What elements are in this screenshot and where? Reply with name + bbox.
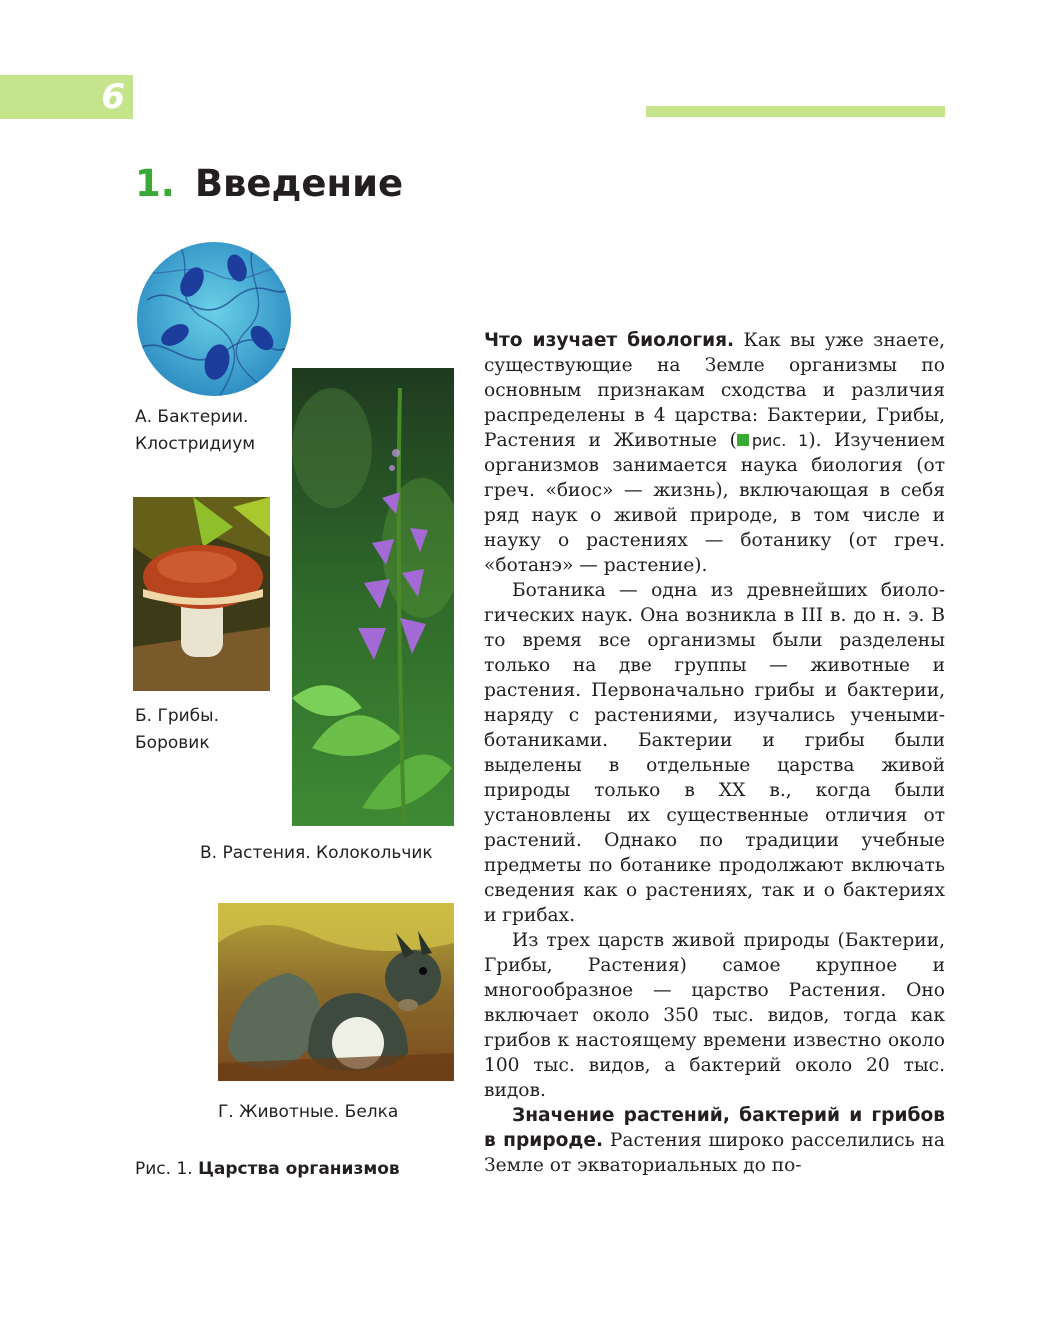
figure-caption xyxy=(135,1156,400,1183)
chapter-title: Введение xyxy=(194,162,404,205)
paragraph-1-heading: Что изучает биология. xyxy=(484,330,735,351)
caption-squirrel: Г. Животные. Белка xyxy=(218,1102,399,1122)
chapter-heading xyxy=(135,160,403,208)
caption-mushroom: Б. Грибы. Боровик xyxy=(135,706,219,753)
page-number-tab xyxy=(0,75,133,119)
figure-ref: рис. 1 xyxy=(751,431,809,450)
paragraph-4: Значение растений, бактерий и грибов в природе. Растения широко расселились на Земле от экваториальных до по- xyxy=(484,1105,945,1176)
figure-caption-title: Царства организмов xyxy=(198,1159,400,1179)
paragraph-1: Что изучает биология. Как вы уже знаете, существующие на Земле организмы по основным признакам сходства и различия распределены в 4 царства: Бактерии, Грибы, Растения и Животные ( рис. 1). Изучением организмов занимается наука биология (от греч. «биос» — жизнь), включающая в себя ряд наук о живой природе, в том числе и науку о растениях — ботанику (от греч. «ботанэ» — растение). xyxy=(484,330,945,576)
paragraph-2: Ботаника — одна из древнейших биологических наук. Она возникла в III в. до н. э. В то время все организмы были разделены только на две группы — животные и растения. Первоначально грибы и бактерии, наряду с растениями, изучались учеными-ботаниками. Бактерии и грибы были выделены в отдельные царства живой природы только в XX в., когда были установлены их существенные отличия от растений. Однако по традиции учебные предметы по ботанике продолжают включать сведения как о растениях, так и о бактериях и грибах. xyxy=(484,580,945,926)
paragraph-4-heading: Значение растений, бактерий и грибов в природе. xyxy=(484,1105,945,1151)
bellflower-image xyxy=(292,368,454,826)
body-text xyxy=(484,328,945,1178)
caption-bellflower: В. Растения. Колокольчик xyxy=(200,843,433,863)
paragraph-3: Из трех царств живой природы (Бактерии, Грибы, Растения) самое крупное и многообразное — царство Растения. Оно включает около 350 тыс. видов, тогда как грибов к настоящему времени известно около 100 тыс. видов, а бактерий около 20 тыс. видов. xyxy=(484,930,945,1101)
figure-ref-marker xyxy=(737,434,749,446)
squirrel-image xyxy=(218,903,454,1081)
page-number: 6 xyxy=(101,77,125,117)
header-rule xyxy=(646,106,945,117)
bacteria-image xyxy=(137,240,291,398)
chapter-number: 1. xyxy=(135,162,175,205)
figure-caption-prefix: Рис. 1. xyxy=(135,1159,193,1179)
mushroom-image xyxy=(133,497,270,691)
caption-bacteria: А. Бактерии. Клостридиум xyxy=(135,407,256,454)
